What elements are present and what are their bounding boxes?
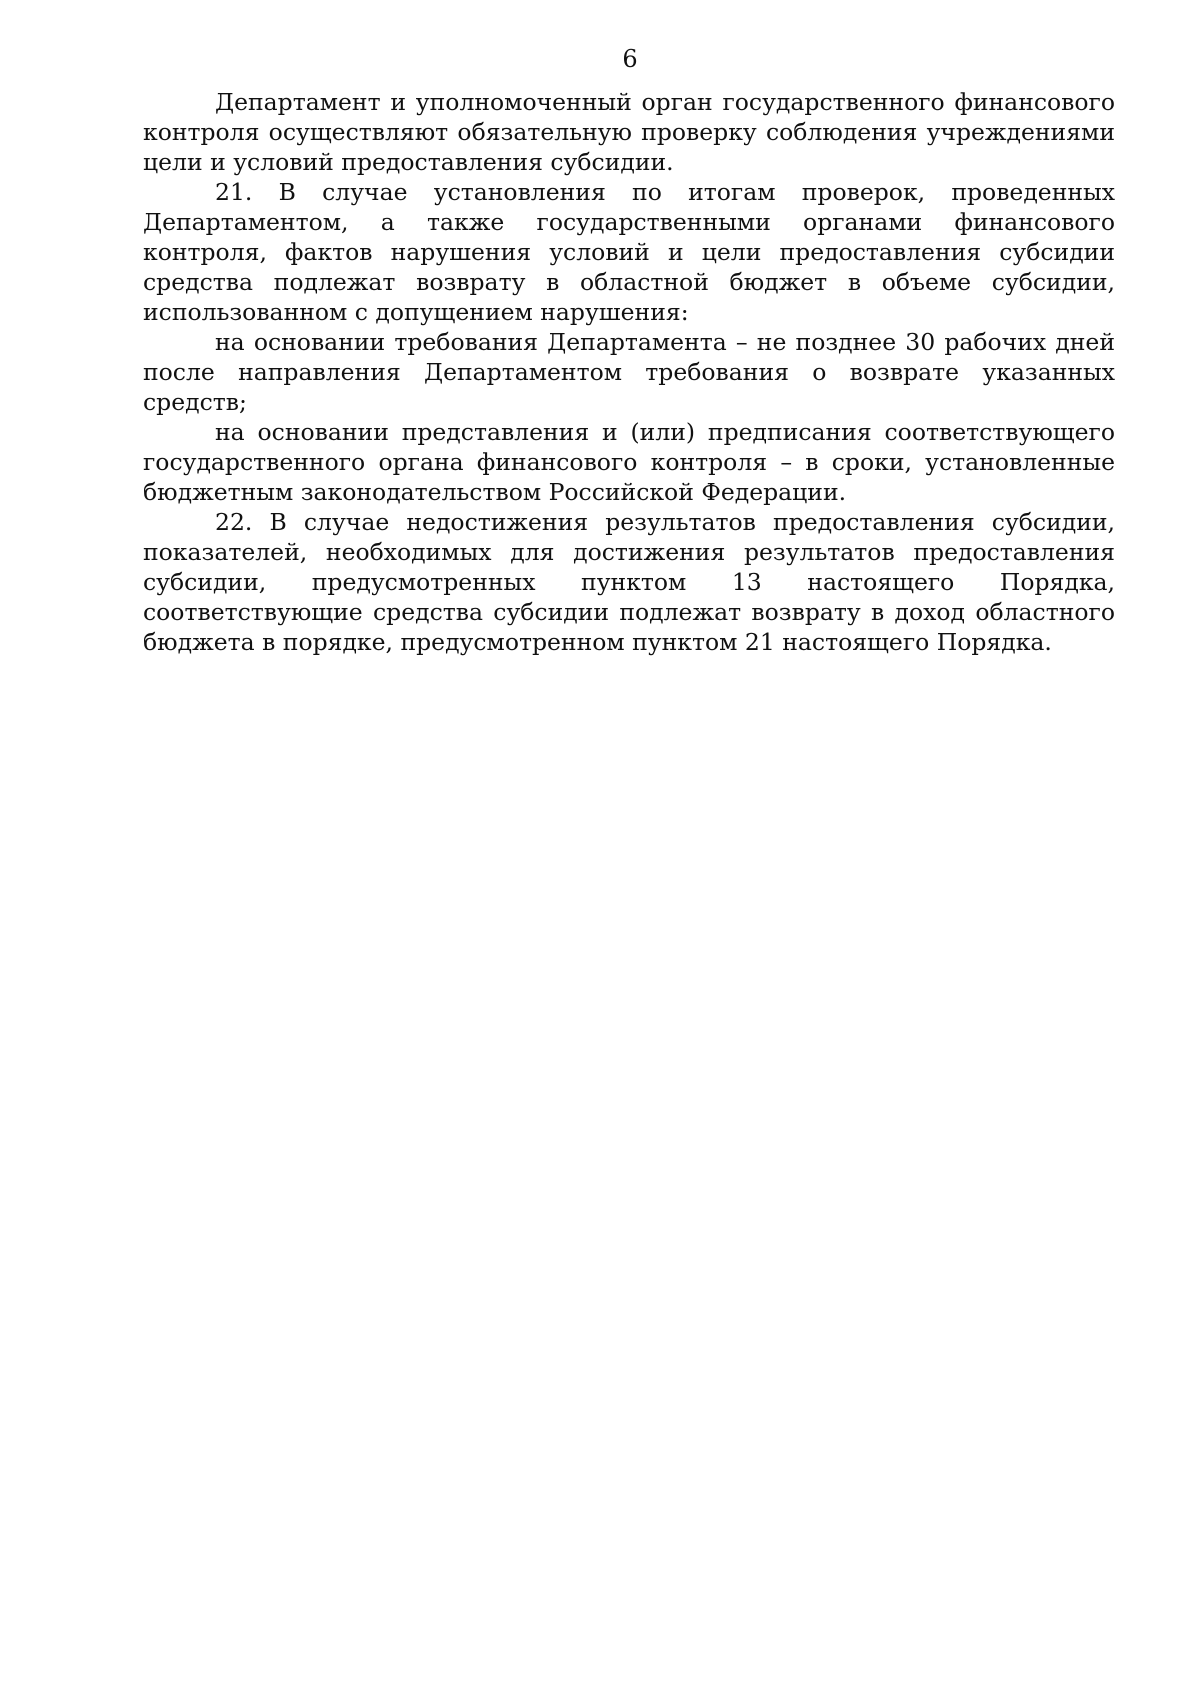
paragraph-21: 21. В случае установления по итогам проверок, проведенных Департаментом, а также государственными органами финансового контроля, фактов нарушения условий и цели предоставления субсидии средства подлежат возврату в областной бюджет в объеме субсидии, использованном с допущением нарушения: xyxy=(143,178,1115,326)
paragraph-control-body-order: на основании представления и (или) предписания соответствующего государственного органа финансового контроля – в сроки, установленные бюджетным законодательством Российской Федерации. xyxy=(143,418,1115,506)
paragraph-22: 22. В случае недостижения результатов предоставления субсидии, показателей, необходимых для достижения результатов предоставления субсидии, предусмотренных пунктом 13 настоящего Порядка, соответствующие средства субсидии подлежат возврату в доход областного бюджета в порядке, предусмотренном пунктом 21 настоящего Порядка. xyxy=(143,508,1115,656)
document-body xyxy=(143,87,1115,657)
page-number: 6 xyxy=(622,45,638,73)
paragraph-department-control: Департамент и уполномоченный орган государственного финансового контроля осуществляют обязательную проверку соблюдения учреждениями цели и условий предоставления субсидии. xyxy=(143,88,1115,176)
paragraph-department-requirement: на основании требования Департамента – не позднее 30 рабочих дней после направления Департаментом требования о возврате указанных средств; xyxy=(143,328,1115,416)
